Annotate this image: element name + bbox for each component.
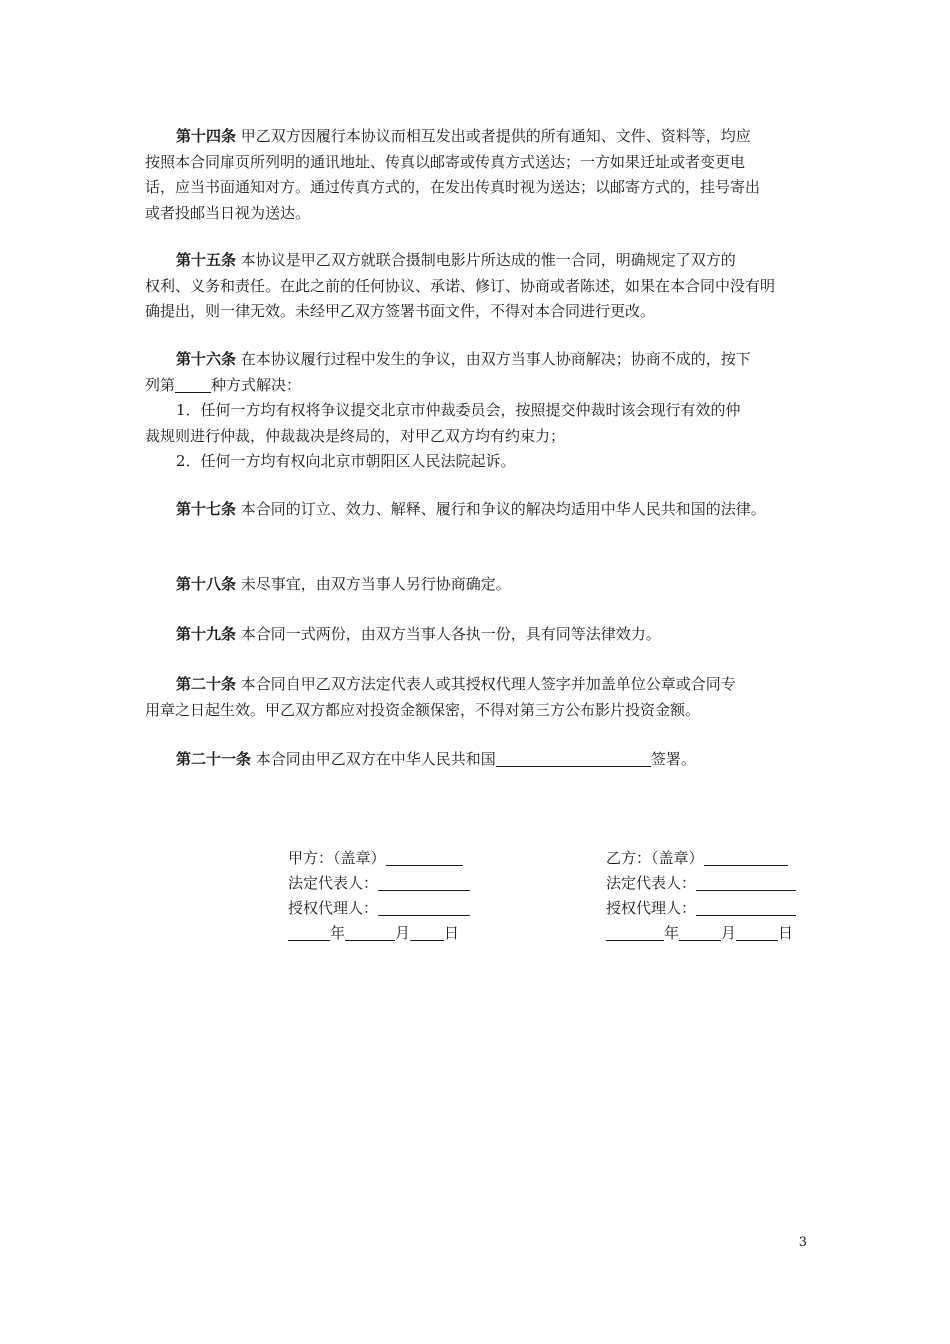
article-text: 在本协议履行过程中发生的争议，由双方当事人协商解决；协商不成的，按下 [240, 350, 751, 368]
article-text: 确提出，则一律无效。未经甲乙双方签署书面文件，不得对本合同进行更改。 [145, 302, 656, 320]
party-b-agent-label: 授权代理人： [606, 899, 697, 917]
party-a-label: 甲方：（盖章） [288, 849, 386, 867]
party-b-rep-blank[interactable] [696, 875, 796, 891]
article-17 [145, 497, 825, 523]
article-text: 权利、义务和责任。在此之前的任何协议、承诺、修订、协商或者陈述，如果在本合同中没有明 [145, 276, 776, 295]
article-text: 话，应当书面通知对方。通过传真方式的，在发出传真时视为送达；以邮寄方式的，挂号寄出 [145, 178, 761, 196]
article-16 [145, 347, 807, 475]
article-heading: 第十四条 [176, 127, 237, 145]
method-blank[interactable] [175, 377, 211, 393]
article-text: 本协议是甲乙双方就联合摄制电影片所达成的惟一合同，明确规定了双方的 [240, 251, 736, 269]
article-text: 未尽事宜，由双方当事人另行协商确定。 [240, 575, 511, 593]
page-number: 3 [798, 1235, 807, 1250]
party-a-signature [288, 846, 470, 946]
article-14 [145, 124, 807, 226]
year-label: 年 [330, 924, 346, 942]
month-label: 月 [395, 924, 411, 942]
signing-place-blank[interactable] [496, 751, 651, 767]
option-2: 2．任何一方均有权向北京市朝阳区人民法院起诉。 [176, 452, 516, 470]
party-b-seal-blank[interactable] [704, 850, 788, 866]
article-text: 签署。 [650, 750, 696, 768]
party-a-rep-label: 法定代表人： [288, 874, 379, 892]
article-19 [145, 622, 807, 648]
party-b-rep-label: 法定代表人： [606, 874, 697, 892]
party-a-year-blank[interactable] [288, 925, 330, 941]
article-15 [145, 248, 807, 325]
party-b-label: 乙方：（盖章） [606, 849, 704, 867]
article-20 [145, 672, 807, 723]
article-text: 本合同的订立、效力、解释、履行和争议的解决均适用中华人民共和国的法律。 [240, 500, 766, 518]
article-text: 本合同自甲乙双方法定代表人或其授权代理人签字并加盖单位公章或合同专 [240, 675, 736, 693]
article-text: 种方式解决： [211, 375, 302, 394]
party-b-signature [606, 846, 796, 946]
article-text: 按照本合同扉页所列明的通讯地址、传真以邮寄或传真方式送达；一方如果迁址或者变更电 [145, 152, 746, 171]
article-text: 或者投邮当日视为送达。 [145, 203, 311, 222]
party-a-agent-blank[interactable] [378, 900, 470, 916]
article-text: 甲乙双方因履行本协议而相互发出或者提供的所有通知、文件、资料等，均应 [240, 127, 751, 145]
article-heading: 第十五条 [176, 251, 237, 269]
article-text: 用章之日起生效。甲乙双方都应对投资金额保密，不得对第三方公布影片投资金额。 [145, 700, 701, 719]
article-text: 本合同由甲乙双方在中华人民共和国 [255, 750, 496, 768]
party-a-month-blank[interactable] [345, 925, 395, 941]
party-b-day-blank[interactable] [736, 925, 778, 941]
article-text: 列第 [145, 375, 176, 394]
option-1-line-2: 裁规则进行仲裁，仲裁裁决是终局的，对甲乙双方均有约束力； [145, 426, 566, 445]
article-heading: 第二十一条 [176, 750, 252, 768]
article-21 [145, 747, 807, 773]
party-a-day-blank[interactable] [410, 925, 444, 941]
article-heading: 第十六条 [176, 350, 237, 368]
option-1-line-1: 1．任何一方均有权将争议提交北京市仲裁委员会，按照提交仲裁时该会现行有效的仲 [176, 401, 741, 419]
party-b-agent-blank[interactable] [696, 900, 796, 916]
party-b-year-blank[interactable] [606, 925, 664, 941]
article-heading: 第十九条 [176, 625, 237, 643]
party-a-rep-blank[interactable] [378, 875, 470, 891]
article-heading: 第二十条 [176, 675, 237, 693]
article-heading: 第十七条 [176, 500, 237, 518]
party-a-agent-label: 授权代理人： [288, 899, 379, 917]
party-b-month-blank[interactable] [679, 925, 721, 941]
article-18 [145, 572, 807, 598]
day-label: 日 [444, 924, 460, 942]
month-label: 月 [721, 924, 737, 942]
year-label: 年 [664, 924, 680, 942]
article-text: 本合同一式两份，由双方当事人各执一份，具有同等法律效力。 [240, 625, 661, 643]
article-heading: 第十八条 [176, 575, 237, 593]
day-label: 日 [778, 924, 794, 942]
party-a-seal-blank[interactable] [386, 850, 463, 866]
